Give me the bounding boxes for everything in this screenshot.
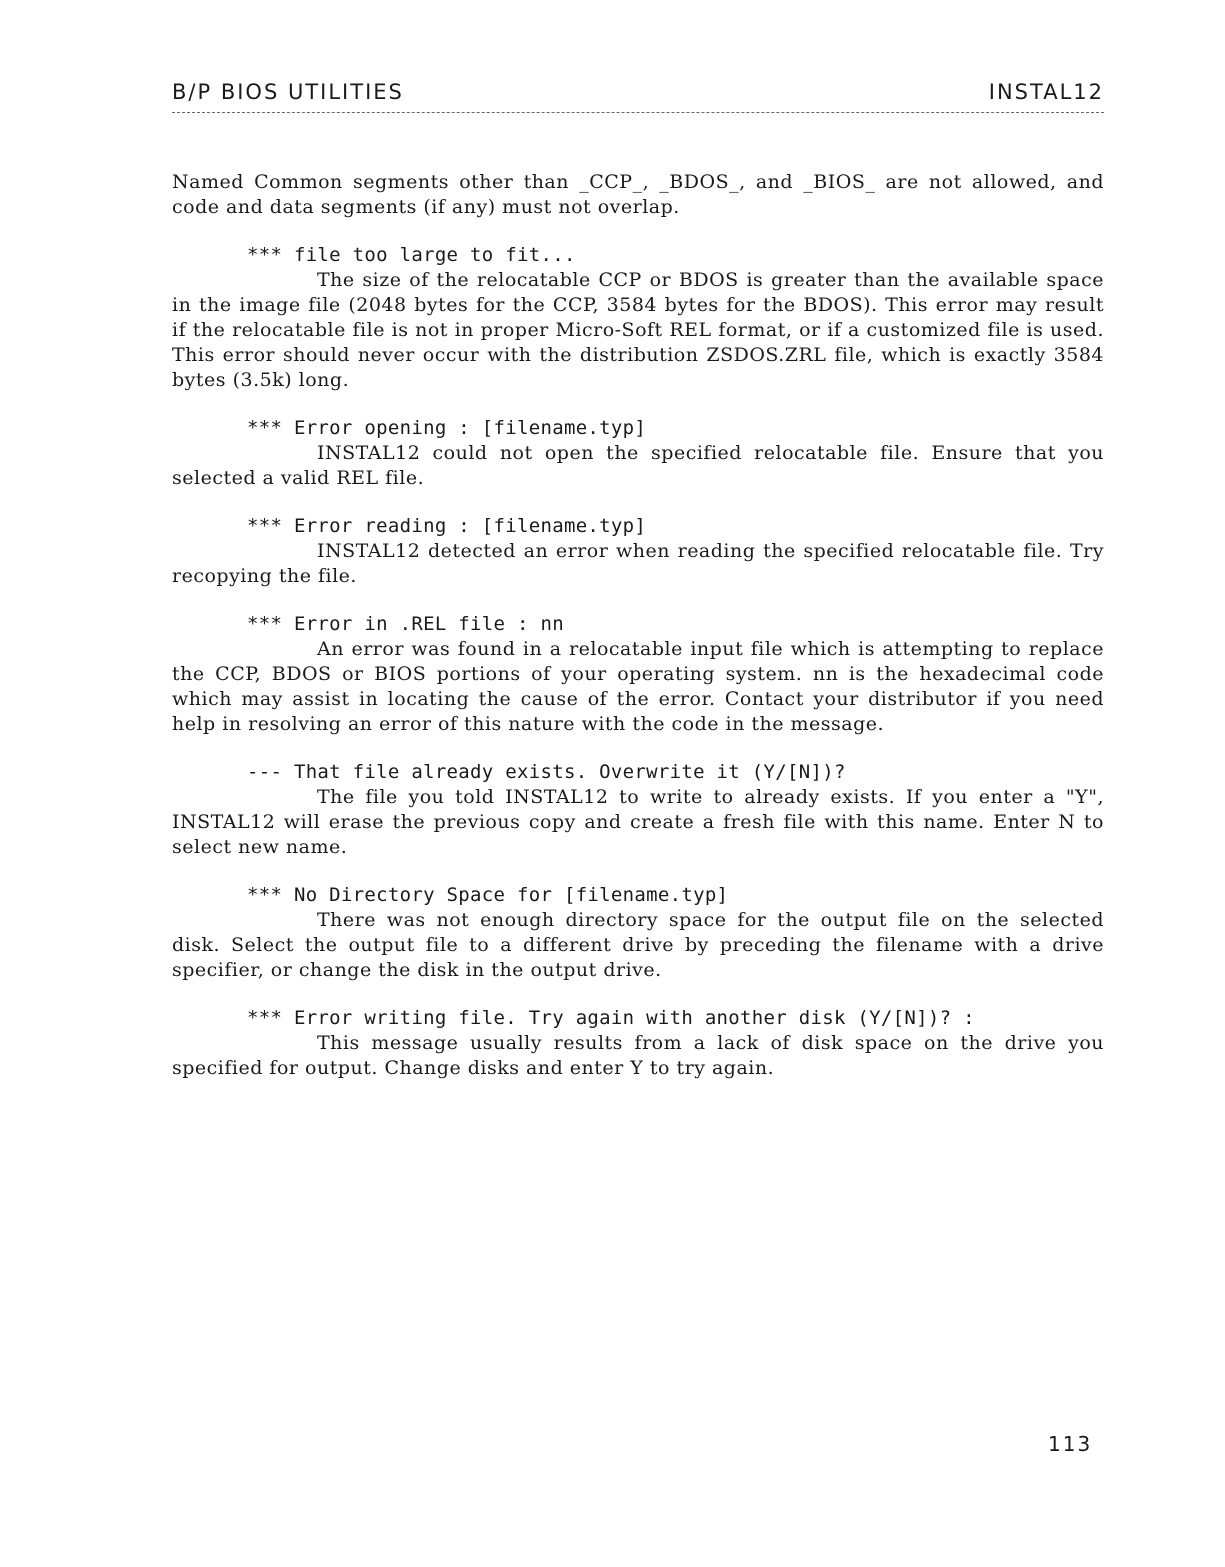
error-section: [172, 415, 1104, 491]
error-message: *** file too large to fit...: [247, 244, 576, 266]
error-description: An error was found in a relocatable input file which is attempting to replace the CCP, BDOS or BIOS portions of your operating system. nn is the hexadecimal code which may assist in locating the cause of the error. Contact your distributor if you need help in resolving an error of this nature with the code in the message.: [172, 638, 1104, 735]
intro-paragraph: Named Common segments other than _CCP_, _BDOS_, and _BIOS_ are not allowed, and code and data segments (if any) must not overlap.: [172, 171, 1104, 218]
header-program-name: INSTAL12: [988, 80, 1104, 104]
header-rule: [172, 112, 1104, 113]
error-description: INSTAL12 detected an error when reading the specified relocatable file. Try recopying the file.: [172, 540, 1104, 587]
error-section: [172, 611, 1104, 737]
error-section: [172, 242, 1104, 393]
error-message: *** Error reading : [filename.typ]: [247, 515, 647, 537]
page-number: 113: [1048, 1432, 1093, 1456]
error-message: *** No Directory Space for [filename.typ]: [247, 884, 729, 906]
error-message: *** Error opening : [filename.typ]: [247, 417, 647, 439]
prompt-section: [172, 759, 1104, 860]
page-header: [172, 80, 1104, 110]
error-section: [172, 882, 1104, 983]
error-message: *** Error writing file. Try again with another disk (Y/[N])? :: [247, 1007, 975, 1029]
error-section: [172, 513, 1104, 589]
error-description: The size of the relocatable CCP or BDOS is greater than the available space in the image file (2048 bytes for the CCP, 3584 bytes for the BDOS). This error may result if the relocatable file is not in proper Micro-Soft REL format, or if a customized file is used. This error should never occur with the distribution ZSDOS.ZRL file, which is exactly 3584 bytes (3.5k) long.: [172, 269, 1104, 391]
page-body: [172, 170, 1104, 1081]
header-title: B/P BIOS UTILITIES: [172, 80, 404, 104]
error-description: There was not enough directory space for the output file on the selected disk. Select the output file to a different drive by preceding the filename with a drive specifier, or change the disk in the output drive.: [172, 909, 1104, 981]
error-description: INSTAL12 could not open the specified relocatable file. Ensure that you selected a valid REL file.: [172, 442, 1104, 489]
error-description: This message usually results from a lack of disk space on the drive you specified for output. Change disks and enter Y to try again.: [172, 1032, 1104, 1079]
prompt-description: The file you told INSTAL12 to write to already exists. If you enter a "Y", INSTAL12 will erase the previous copy and create a fresh file with this name. Enter N to select new name.: [172, 786, 1104, 858]
error-section: [172, 1005, 1104, 1081]
prompt-message: --- That file already exists. Overwrite it (Y/[N])?: [247, 761, 846, 783]
error-message: *** Error in .REL file : nn: [247, 613, 564, 635]
